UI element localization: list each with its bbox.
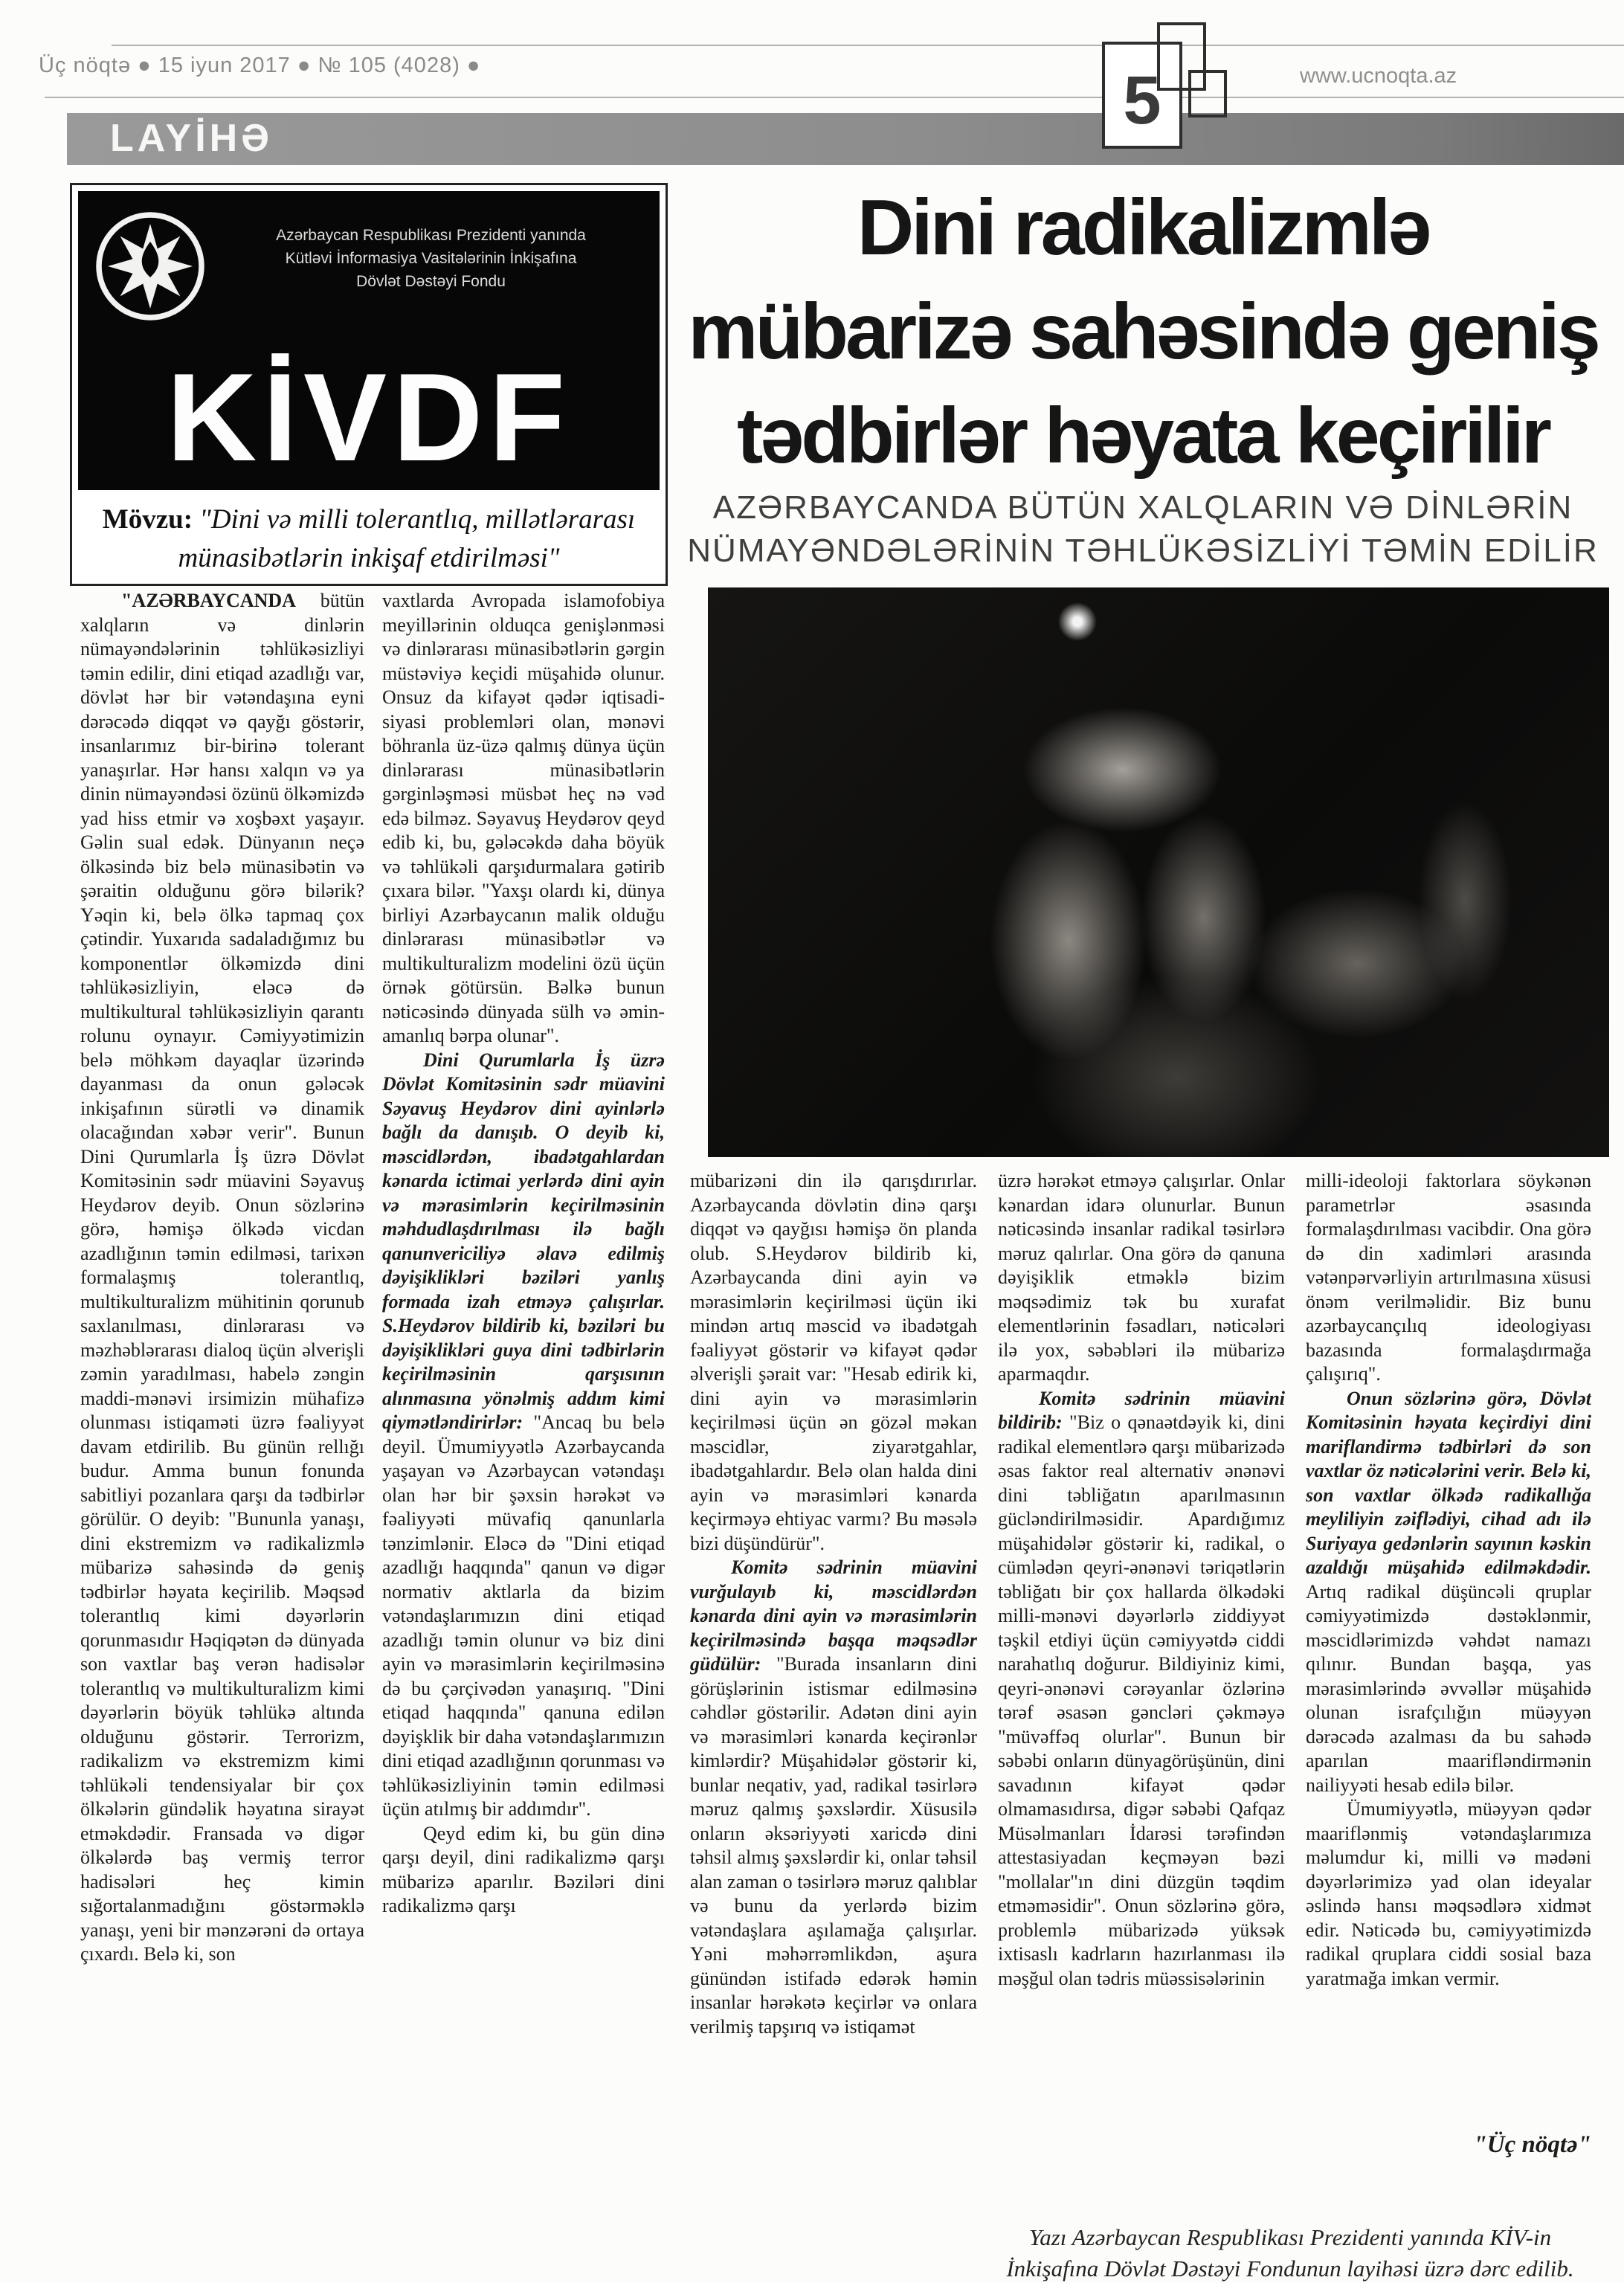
fund-acronym: KİVDF xyxy=(167,347,571,487)
article-column-2: vaxtlarda Avropada islamofobiya meyillərinin olduqca genişlənməsi və dinlərarası münasibətlərin gərgin müstəviyə keçidi müşahidə olunur. Onsuz da kifayət qədər iqtisadi-siyasi problemləri olan, mənəvi böhranla üz-üzə qalmış dünya üçün dinlərarası münasibətlərin gərginləşməsi müsbət heç nə vəd edə bilməz. Səyavuş Heydərov qeyd edib ki, bu, gələcəkdə daha böyük və təhlükəli qarşıdurmalara gətirib çıxara bilər. "Yaxşı olardı ki, dünya birliyi Azərbaycanın malik olduğu dinlərarası münasibətlər və multikulturalizm modelini özü üçün örnək götürsün. Bəlkə bunun nəticəsində dünyada sülh və əmin-amanlıq bərpa olunar". Dini Qurumlarla İş üzrə Dövlət Komitəsinin sədr müavini Səyavuş Heydərov dini ayinlərlə bağlı da danışıb. O deyib ki, məscidlərdən, ibadətgahlardan kənarda ictimai yerlərdə dini ayin və mərasimlərin keçirilməsinin məhdudlaşdırılması ilə bağlı qanunvericiliyə əlavə edilmiş dəyişiklikləri bəziləri yanlış formada izah etməyə çalışırlar. S.Heydərov bildirib ki, bəziləri bu dəyişiklikləri guya dini tədbirlərin keçirilməsinin qarşısının alınmasına yönəlmiş addım kimi qiymətləndirirlər: "Ancaq bu belə deyil. Ümumiyyətlə Azərbaycanda yaşayan və Azərbaycan vətəndaşı olan hər bir şəxsin hərəkət və fəaliyyəti müvafiq qanunlarla tənzimlənir. Eləcə də "Dini etiqad azadlığı haqqında" qanun və digər normativ aktlarla da bizim vətəndaşlarımızın dini etiqad azadlığı təmin olunur və biz dini ayin və mərasimlərin keçirilməsinə də bu çərçivədən yanaşırıq. "Dini etiqad haqqında" qanuna edilən dəyişklik bir daha vətəndaşlarımızın dini etiqad azadlığının qorunması və təhlükəsizliyinin təmin edilməsi üçün atılmış bir addımdır". Qeyd edim ki, bu gün dinə qarşı deyil, dini radikalizmə qarşı mübarizə aparılır. Bəziləri dini radikalizmə qarşı xyxy=(382,590,665,1916)
article-column-5: milli-ideoloji faktorlara söykənən parametrlər əsasında formalaşdırılması vacibdir. Ona görə də din xadimləri arasında vətənpərvərliyin artırılmasına xüsusi önəm verilməlidir. Biz bunu azərbaycançılıq ideologiyası bazasında formalaşdırmağa çalışırıq". Onun sözlərinə görə, Dövlət Komitəsinin həyata keçirdiyi dini mariflandirmə tədbirləri də son vaxtlar öz nəticələrini verir. Belə ki, son vaxtlar ölkədə radikallığa meyliliyin zəiflədiyi, cihad adı ilə Suriyaya gedənlərin sayının kəskin azaldığı müşahidə edilməkdədir. Artıq radikal düşüncəli qruplar cəmiyyətimizdə dəstəklənmir, məscidlərimizdə vəhdət namazı qılınır. Bundan başqa, yas mərasimlərində əvvəllər müşahidə olunan israfçılığın müəyyən dərəcədə azalması da bu sahədə aparılan maarifləndirmənin nailiyyəti hesab edilə bilər. Ümumiyyətlə, müəyyən qədər maariflənmiş vətəndaşlarımıza məlumdur ki, milli və mədəni dəyərlərimizə yad olan ideyalar əslində hansı məqsədlərə xidmət edir. Nəticədə bu, cəmiyyətimizdə radikal qruplara ciddi sosial baza yaratmağa imkan vermir. xyxy=(1306,1170,1591,1989)
masthead-bottom-rule xyxy=(45,97,1624,98)
article-photo xyxy=(708,587,1609,1157)
section-banner xyxy=(67,113,1624,165)
article-column-3: mübarizəni din ilə qarışdırırlar. Azərbaycanda dövlətin dinə qarşı diqqət və qayğısı həmişə ön planda olub. S.Heydərov bildirib ki, Azərbaycanda dini ayin və mərasimlərin keçirilməsi üçün iki mindən artıq məscid və ibadətgah fəaliyyət göstərir və kifayət qədər əlverişli şərait var: "Hesab edirik ki, dini ayin və mərasimlərin keçirilməsi üçün ən gözəl məkan məscidlər, ziyarətgahlar, ibadətgahlardır. Belə olan halda dini ayin və mərasimləri kənarda keçirməyə ehtiyac varmı? Bu məsələ bizi düşündürür". Komitə sədrinin müavini vurğulayıb ki, məscidlərdən kənarda dini ayin və mərasimlərin keçirilməsində başqa məqsədlər güdülür: "Burada insanların dini görüşlərinin istismar edilməsinə cəhdlər göstərilir. Adətən dini ayin və mərasimləri kənarda keçirənlər kimlərdir? Müşahidələr göstərir ki, bunlar neqativ, yad, radikal təsirlərə məruz qalmış şəxslərdir. Xüsusilə onların əksəriyyəti xaricdə dini təhsil almış şəxslərdir ki, onlar təhsil alan zaman o təsirlərə məruz qalıblar və bunu da yerlərdə bizim vətəndaşlara aşılamağa çalışırlar. Yəni məhərrəmlikdən, aşura günündən istifadə edərək həmin insanlar hərəkətə keçirlər və onlara verilmiş tapşırıq və istiqamət xyxy=(690,1170,977,2038)
subheadline-line: NÜMAYƏNDƏLƏRİNİN TƏHLÜKƏSİZLİYİ TƏMİN EDİLİR xyxy=(687,532,1599,569)
article-column-1: "AZƏRBAYCANDA bütün xalqların və dinlərin nümayəndələrinin təhlükəsizliyi təmin edilir, dini etiqad azadlığı var, dövlət hər bir vətəndaşına eyni dərəcədə diqqət və qayğı göstərir, insanlarımız bir-birinə tolerant yanaşırlar. Hər hansı xalqın və ya dinin nümayəndəsi özünü ölkəmizdə yad hiss etmir və xoşbəxt yaşayır. Gəlin sual edək. Dünyanın neçə ölkəsində biz belə münasibətin və şəraitin olduğunu görə bilərik? Yəqin ki, belə ölkə tapmaq çox çətindir. Yuxarıda sadaladığımız bu komponentlər ölkəmizdə dini təhlükəsizliyin, eləcə də multikultural təhlükəsizliyin qarantı rolunu oynayır. Cəmiyyətimizin belə möhkəm dayaqlar üzərində dayanması da onun gələcək inkişafının sürətli və dinamik olacağından xəbər verir". Bunun Dini Qurumlarla İş üzrə Dövlət Komitəsinin sədr müavini Səyavuş Heydərov deyib. Onun sözlərinə görə, həmişə ölkədə vicdan azadlığının təmin edilməsi, tarixən formalaşmış tolerantlıq, multikulturalizm mühitinin qorunub saxlanılması, dinlərarası və məzhəblərarası dialoq üçün əlverişli zəmin yaradılması, habelə zəngin maddi-mənəvi irsimizin mühafizə olunması istiqaməti üzrə fəaliyyət davam etdirilib. Bu günün rellığı budur. Amma bunun fonunda sabitliyi pozanlara qarşı da tədbirlər görülür. O deyib: "Bununla yanaşı, dini ekstremizm və radikalizmlə mübarizə sahəsində də geniş tədbirlər həyata keçirilib. Məqsəd tolerantlıq kimi dəyərlərin qorunmasıdır Həqiqətən də dünyada son vaxtlar baş verən hadisələr tolerantlıq və multikulturalizm kimi dəyərlərin böyük təhlükə altında olduğunu göstərir. Terrorizm, radikalizm və ekstremizm kimi təhlükəli tendensiyalar bir çox ölkələrin gündəlik həyatına sirayət etməkdədir. Fransada və digər ölkələrdə baş vermiş terror hadisələri heç kimin sığortalanmadığını göstərməklə yanaşı, yeni bir mənzərəni də ortaya çıxardı. Belə ki, son xyxy=(80,590,364,1965)
headline-line: mübarizə sahəsində geniş xyxy=(688,288,1598,376)
headline-line: Dini radikalizmlə xyxy=(857,184,1429,271)
footer-attribution xyxy=(993,2222,1588,2283)
article-headline xyxy=(669,176,1617,488)
article-column-4: üzrə hərəkət etməyə çalışırlar. Onlar kənardan idarə olunurlar. Bunun nəticəsində insanlar radikal təsirlərə məruz qalırlar. Ona görə də qanuna dəyişiklik etməklə bizim məqsədimiz tək bu xurafat elementlərinin fəsadları, nəticələri ilə yox, səbəbləri ilə mübarizə aparmaqdır. Komitə sədrinin müavini bildirib: "Biz o qənaətdəyik ki, dini radikal elementlərə qarşı mübarizədə əsas faktor real alternativ ənənəvi dini təbliğatın aparılmasının gücləndirilməsidir. Apardığımız müşahidələr göstərir ki, radikal, o cümlədən qeyri-ənənəvi təriqətlərin təbliğatı bir çox hallarda ölkədəki milli-mənəvi dəyərlərlə ziddiyyət təşkil etdiyi üçün cəmiyyətdə ciddi narahatlıq doğurur. Bildiyiniz kimi, qeyri-ənənəvi cərəyanlar özlərinə tərəf əsasən gəncləri çəkməyə "müvəffəq olurlar". Bunun bir səbəbi onların dünyagörüşünün, dini savadının kifayət qədər olmamasıdırsa, digər səbəbi Qafqaz Müsəlmanları İdarəsi tərəfindən attestasiyadan keçməyən bəzi "mollalar"ın dini düzgün təqdim etməməsidir". Onun sözlərinə görə, problemlə mübarizədə yüksək ixtisaslı kadrların hazırlanması ilə məşğul olan tədris müəssisələrinin xyxy=(998,1170,1285,1989)
fund-topic xyxy=(80,500,658,578)
masthead-website-link[interactable]: www.ucnoqta.az xyxy=(1300,64,1457,88)
section-label: LAYİHƏ xyxy=(110,117,273,160)
page-number-deco-rect-2 xyxy=(1188,70,1227,117)
fund-org-line: Azərbaycan Respublikası Prezidenti yanında xyxy=(276,227,586,244)
subheadline-line: AZƏRBAYCANDA BÜTÜN XALQLARIN VƏ DİNLƏRİN xyxy=(712,489,1573,526)
page-number: 5 xyxy=(1123,62,1161,138)
masthead-top-rule xyxy=(112,45,1624,46)
fund-org-name xyxy=(223,224,639,293)
fund-org-line: Dövlət Dəstəyi Fondu xyxy=(356,273,506,290)
fund-org-line: Kütləvi İnformasiya Vasitələrinin İnkişafına xyxy=(285,250,577,267)
footer-attribution-line: İnkişafına Dövlət Dəstəyi Fondunun layihəsi üzrə dərc edilib. xyxy=(1006,2255,1574,2282)
fund-topic-label: Mövzu: xyxy=(102,504,193,535)
masthead-issue-info: Üç nöqtə ● 15 iyun 2017 ● № 105 (4028) ● xyxy=(39,54,481,77)
article-subheadline xyxy=(669,486,1617,573)
article-signature: "Üç nöqtə" xyxy=(1306,2131,1591,2159)
fund-ad-box xyxy=(70,183,668,586)
fund-logo-panel xyxy=(78,191,660,490)
azerbaijan-star-icon xyxy=(94,210,206,322)
footer-attribution-line: Yazı Azərbaycan Respublikası Prezidenti yanında KİV-in xyxy=(1028,2224,1552,2250)
headline-line: tədbirlər həyata keçirilir xyxy=(736,392,1550,480)
fund-topic-text: "Dini və milli tolerantlıq, millətlərarası münasibətlərin inkişaf etdirilməsi" xyxy=(178,504,636,573)
